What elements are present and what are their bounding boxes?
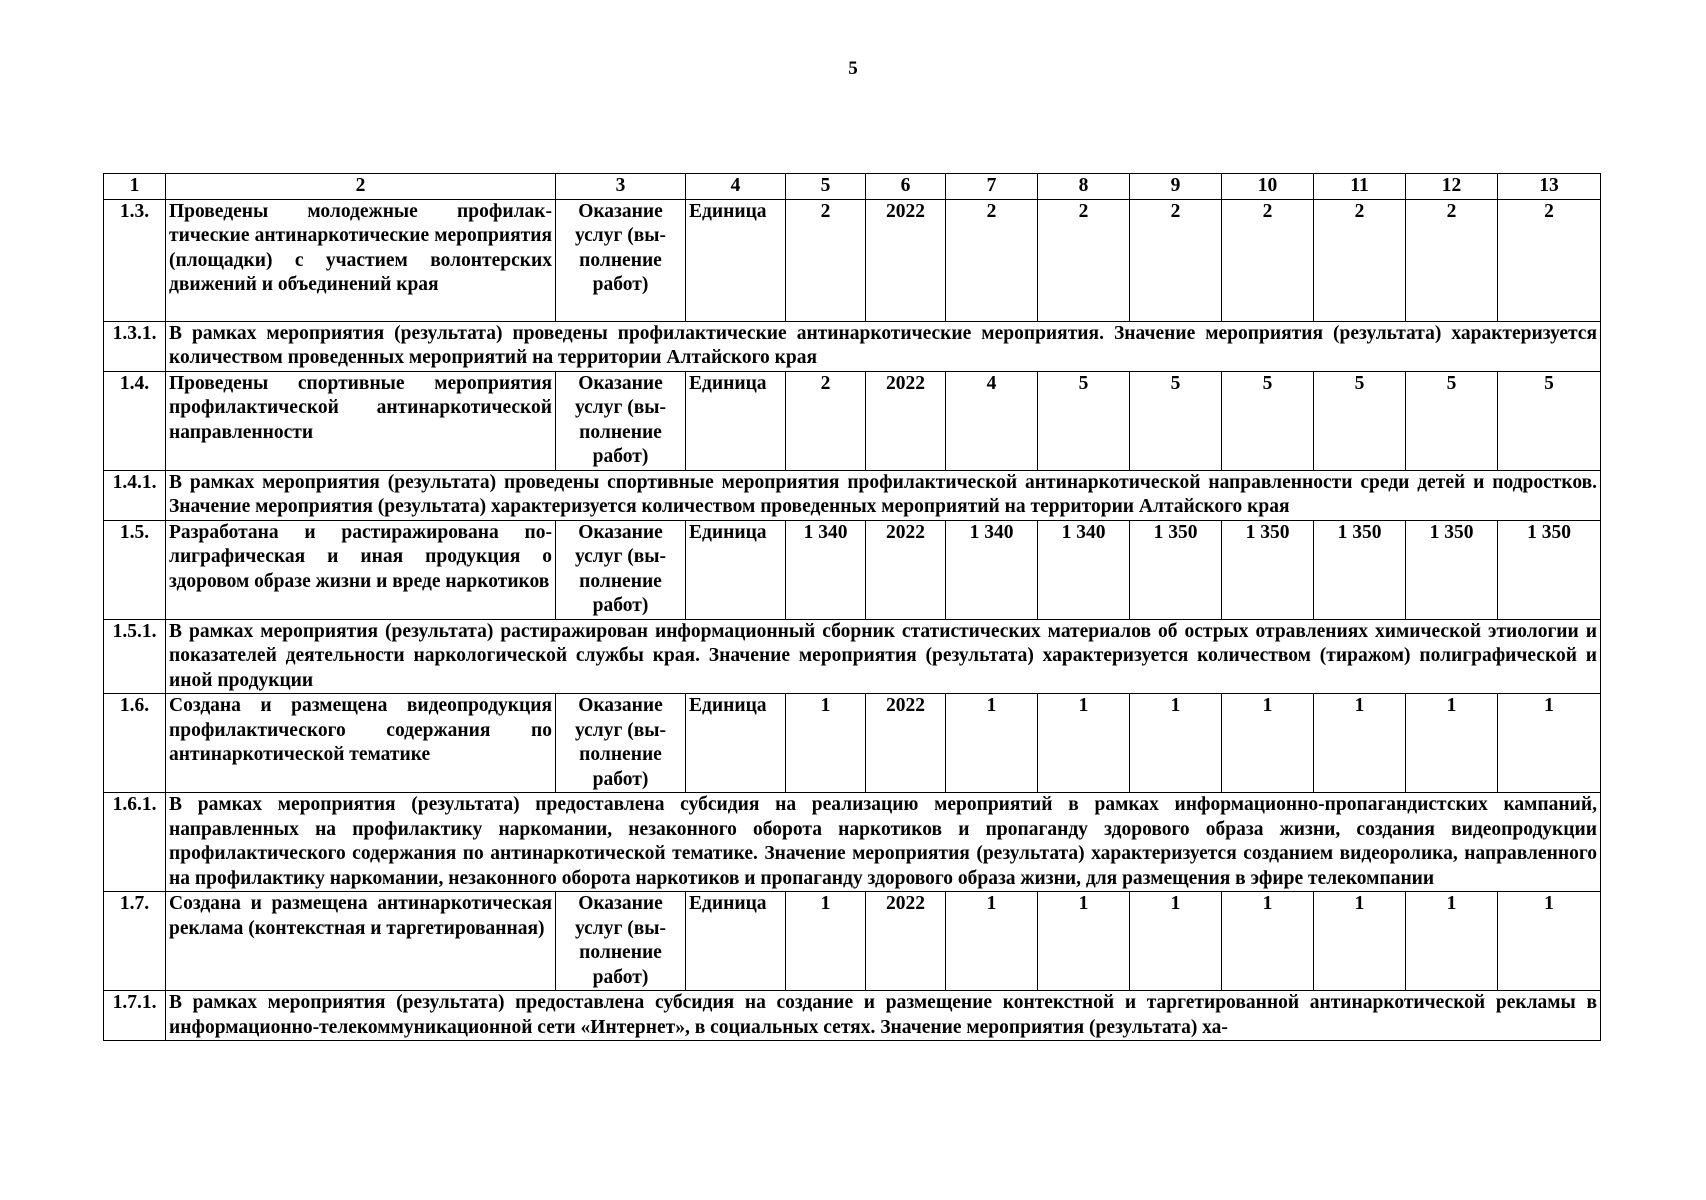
row-unit: Единица (686, 892, 786, 991)
row-year-value: 1 (1314, 694, 1406, 793)
row-year-value: 1 (1038, 694, 1130, 793)
description-row (104, 991, 1601, 1041)
description-code: 1.7.1. (104, 991, 166, 1041)
header-cell: 12 (1406, 174, 1498, 200)
row-year-value: 2 (1038, 199, 1130, 321)
header-cell: 7 (946, 174, 1038, 200)
row-kind: Оказание услуг (выполнение работ) (556, 694, 686, 793)
row-unit: Единица (686, 199, 786, 321)
description-text: В рамках мероприятия (результата) предоставлена субсидия на создание и размещение контекстной и таргетированной антинаркотической рекламы в информационно-телекоммуникационной сети «Интернет», в социальных сетях. Значение мероприятия (результата) ха- (166, 991, 1601, 1041)
header-cell: 6 (866, 174, 946, 200)
description-row (104, 619, 1601, 694)
row-year-value: 1 (1406, 892, 1498, 991)
header-cell: 8 (1038, 174, 1130, 200)
row-base-value: 2 (786, 199, 866, 321)
row-name: Создана и размещена видеопродукция профилактического содержания по антинаркотической тематике (166, 694, 556, 793)
row-unit: Единица (686, 520, 786, 619)
row-year-value: 1 (946, 694, 1038, 793)
row-base-value: 1 (786, 892, 866, 991)
description-row (104, 321, 1601, 371)
row-year-value: 1 350 (1222, 520, 1314, 619)
row-year-value: 1 340 (1038, 520, 1130, 619)
description-code: 1.6.1. (104, 793, 166, 892)
description-row (104, 793, 1601, 892)
row-year-value: 4 (946, 371, 1038, 470)
row-code: 1.5. (104, 520, 166, 619)
row-kind: Оказание услуг (выполнение работ) (556, 892, 686, 991)
row-unit: Единица (686, 371, 786, 470)
description-row (104, 470, 1601, 520)
row-code: 1.7. (104, 892, 166, 991)
page-number: 5 (848, 58, 858, 79)
row-year-value: 2 (1498, 199, 1601, 321)
row-name: Создана и размещена антинаркотическая реклама (контекстная и таргетированная) (166, 892, 556, 991)
row-year-value: 1 (1038, 892, 1130, 991)
row-year-value: 2 (1222, 199, 1314, 321)
row-year-value: 2 (1314, 199, 1406, 321)
row-year-value: 5 (1038, 371, 1130, 470)
row-code: 1.4. (104, 371, 166, 470)
row-base-year: 2022 (866, 520, 946, 619)
row-year-value: 1 (946, 892, 1038, 991)
row-year-value: 2 (1130, 199, 1222, 321)
row-kind: Оказание услуг (выполнение работ) (556, 520, 686, 619)
description-text: В рамках мероприятия (результата) растиражирован информационный сборник статистических материалов об острых отравлениях химической этиологии и показателей деятельности наркологической службы края. Значение мероприятия (результата) характеризуется количеством (тиражом) полиграфической и иной продукции (166, 619, 1601, 694)
table-row (104, 520, 1601, 619)
row-name: Проведены молодежные профилактические антинаркотические мероприятия (площадки) с участием волонтерских движений и объединений края (166, 199, 556, 321)
row-year-value: 5 (1498, 371, 1601, 470)
header-cell: 13 (1498, 174, 1601, 200)
table-row (104, 892, 1601, 991)
header-cell: 3 (556, 174, 686, 200)
row-base-year: 2022 (866, 892, 946, 991)
row-year-value: 1 350 (1314, 520, 1406, 619)
row-year-value: 1 (1130, 892, 1222, 991)
description-text: В рамках мероприятия (результата) проведены профилактические антинаркотические мероприятия. Значение мероприятия (результата) характеризуется количеством проведенных мероприятий на территории Алтайского края (166, 321, 1601, 371)
row-year-value: 2 (946, 199, 1038, 321)
row-base-year: 2022 (866, 694, 946, 793)
row-year-value: 1 (1406, 694, 1498, 793)
row-base-value: 2 (786, 371, 866, 470)
row-year-value: 5 (1314, 371, 1406, 470)
table-row (104, 694, 1601, 793)
header-cell: 4 (686, 174, 786, 200)
row-year-value: 1 (1498, 694, 1601, 793)
row-year-value: 5 (1130, 371, 1222, 470)
description-text: В рамках мероприятия (результата) предоставлена субсидия на реализацию мероприятий в рамках информационно-пропагандистских кампаний, направленных на профилактику наркомании, незаконного оборота наркотиков и пропаганду здорового образа жизни, создания видеопродукции профилактического содержания по антинаркотической тематике. Значение мероприятия (результата) характеризуется созданием видеоролика, направленного на профилактику наркомании, незаконного оборота наркотиков и пропаганду здорового образа жизни, для размещения в эфире телекомпании (166, 793, 1601, 892)
row-year-value: 1 (1498, 892, 1601, 991)
table-row (104, 371, 1601, 470)
row-code: 1.6. (104, 694, 166, 793)
header-cell: 2 (166, 174, 556, 200)
row-code: 1.3. (104, 199, 166, 321)
row-year-value: 1 (1314, 892, 1406, 991)
header-cell: 9 (1130, 174, 1222, 200)
row-kind: Оказание услуг (выполнение работ) (556, 199, 686, 321)
row-year-value: 1 350 (1130, 520, 1222, 619)
row-year-value: 1 (1130, 694, 1222, 793)
header-cell: 10 (1222, 174, 1314, 200)
row-year-value: 2 (1406, 199, 1498, 321)
row-base-value: 1 340 (786, 520, 866, 619)
row-year-value: 1 (1222, 694, 1314, 793)
header-row (104, 174, 1601, 200)
row-year-value: 1 350 (1498, 520, 1601, 619)
row-year-value: 1 (1222, 892, 1314, 991)
header-cell: 1 (104, 174, 166, 200)
table-row (104, 199, 1601, 321)
row-year-value: 1 340 (946, 520, 1038, 619)
header-cell: 11 (1314, 174, 1406, 200)
row-name: Проведены спортивные мероприятия профилактической антинаркотической направленности (166, 371, 556, 470)
row-year-value: 5 (1406, 371, 1498, 470)
row-year-value: 1 350 (1406, 520, 1498, 619)
description-code: 1.4.1. (104, 470, 166, 520)
row-name: Разработана и растиражирована полиграфическая и иная продукция о здоровом образе жизни и вреде наркотиков (166, 520, 556, 619)
row-base-year: 2022 (866, 199, 946, 321)
description-text: В рамках мероприятия (результата) проведены спортивные мероприятия профилактической антинаркотической направленности среди детей и подростков. Значение мероприятия (результата) характеризуется количеством проведенных мероприятий на территории Алтайского края (166, 470, 1601, 520)
row-year-value: 5 (1222, 371, 1314, 470)
header-cell: 5 (786, 174, 866, 200)
description-code: 1.3.1. (104, 321, 166, 371)
description-code: 1.5.1. (104, 619, 166, 694)
indicators-table (103, 173, 1601, 1041)
row-kind: Оказание услуг (выполнение работ) (556, 371, 686, 470)
row-base-value: 1 (786, 694, 866, 793)
row-base-year: 2022 (866, 371, 946, 470)
row-unit: Единица (686, 694, 786, 793)
